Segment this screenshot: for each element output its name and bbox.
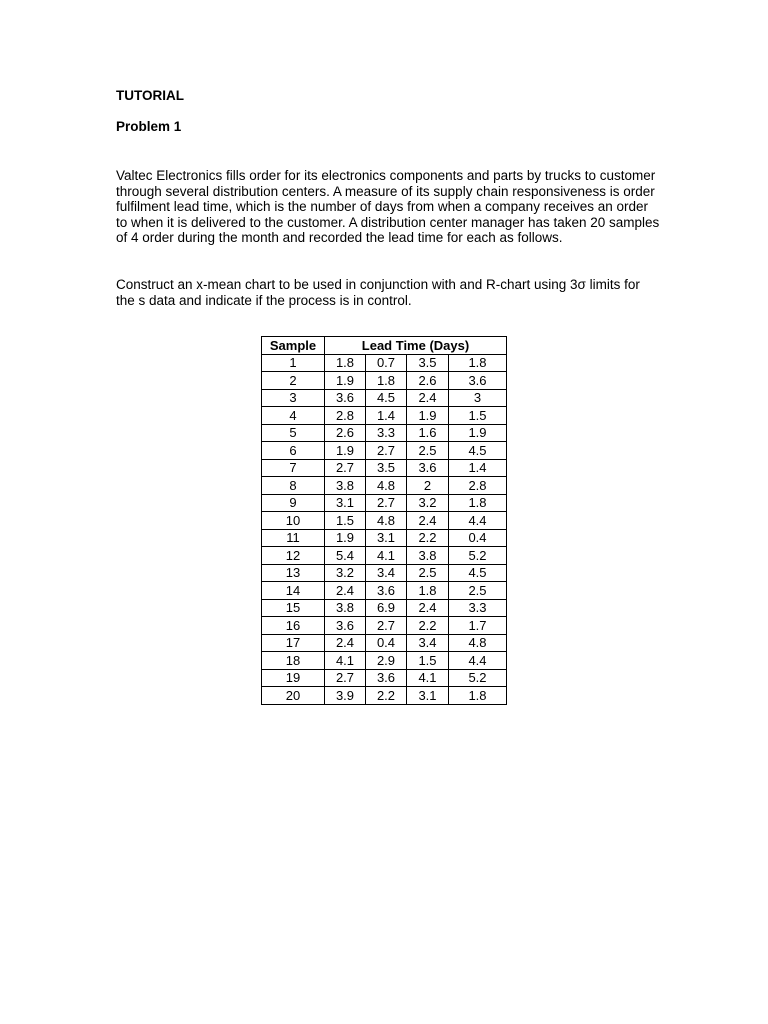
- lead-time-cell: 4.8: [449, 634, 507, 652]
- sample-number-cell: 7: [262, 459, 325, 477]
- task-line: Construct an x-mean chart to be used in conjunction with and R-chart using 3σ limits for: [116, 277, 640, 292]
- lead-time-cell: 3.1: [325, 494, 366, 512]
- lead-time-cell: 3.2: [325, 564, 366, 582]
- lead-time-cell: 3: [449, 389, 507, 407]
- lead-time-cell: 4.4: [449, 652, 507, 670]
- lead-time-cell: 2: [407, 477, 449, 495]
- lead-time-cell: 0.4: [449, 529, 507, 547]
- lead-time-cell: 1.5: [407, 652, 449, 670]
- lead-time-cell: 3.2: [407, 494, 449, 512]
- lead-time-cell: 2.7: [325, 459, 366, 477]
- lead-time-cell: 3.4: [407, 634, 449, 652]
- lead-time-cell: 3.6: [366, 669, 407, 687]
- sample-column-header: Sample: [262, 337, 325, 355]
- lead-time-cell: 0.7: [366, 354, 407, 372]
- lead-time-cell: 1.8: [366, 372, 407, 390]
- lead-time-cell: 4.5: [366, 389, 407, 407]
- table-row: [262, 424, 507, 442]
- lead-time-cell: 1.4: [449, 459, 507, 477]
- table-row: [262, 459, 507, 477]
- lead-time-cell: 2.5: [407, 564, 449, 582]
- table-row: [262, 687, 507, 705]
- lead-time-cell: 1.5: [325, 512, 366, 530]
- table-row: [262, 512, 507, 530]
- table-row: [262, 529, 507, 547]
- lead-time-cell: 2.7: [366, 617, 407, 635]
- lead-time-cell: 4.1: [407, 669, 449, 687]
- lead-time-cell: 4.5: [449, 564, 507, 582]
- table-row: [262, 389, 507, 407]
- lead-time-cell: 1.5: [449, 407, 507, 425]
- lead-time-cell: 3.9: [325, 687, 366, 705]
- lead-time-cell: 2.6: [407, 372, 449, 390]
- lead-time-cell: 3.6: [449, 372, 507, 390]
- sample-number-cell: 10: [262, 512, 325, 530]
- lead-time-cell: 2.4: [325, 582, 366, 600]
- lead-time-cell: 2.2: [366, 687, 407, 705]
- lead-time-cell: 1.9: [407, 407, 449, 425]
- lead-time-column-header: Lead Time (Days): [325, 337, 507, 355]
- document-title: TUTORIAL: [116, 88, 184, 103]
- lead-time-cell: 1.9: [325, 372, 366, 390]
- intro-line: to when it is delivered to the customer. A distribution center manager has taken 20 samples: [116, 214, 660, 230]
- lead-time-cell: 1.8: [449, 687, 507, 705]
- sample-number-cell: 18: [262, 652, 325, 670]
- lead-time-cell: 2.4: [407, 512, 449, 530]
- lead-time-cell: 2.7: [366, 494, 407, 512]
- intro-line: of 4 order during the month and recorded the lead time for each as follows.: [116, 230, 563, 245]
- lead-time-cell: 3.6: [325, 617, 366, 635]
- lead-time-cell: 3.8: [325, 477, 366, 495]
- task-paragraph: [116, 277, 696, 308]
- sample-number-cell: 20: [262, 687, 325, 705]
- lead-time-cell: 2.4: [407, 599, 449, 617]
- sample-number-cell: 16: [262, 617, 325, 635]
- intro-line: through several distribution centers. A measure of its supply chain responsiveness is order: [116, 183, 655, 199]
- lead-time-cell: 3.3: [449, 599, 507, 617]
- lead-time-cell: 6.9: [366, 599, 407, 617]
- lead-time-cell: 2.5: [449, 582, 507, 600]
- sample-number-cell: 17: [262, 634, 325, 652]
- lead-time-cell: 4.5: [449, 442, 507, 460]
- lead-time-cell: 2.8: [449, 477, 507, 495]
- sample-number-cell: 5: [262, 424, 325, 442]
- sample-number-cell: 1: [262, 354, 325, 372]
- table-row: [262, 354, 507, 372]
- sample-number-cell: 2: [262, 372, 325, 390]
- sample-number-cell: 3: [262, 389, 325, 407]
- lead-time-cell: 1.8: [449, 354, 507, 372]
- table-row: [262, 652, 507, 670]
- lead-time-cell: 4.1: [325, 652, 366, 670]
- sample-number-cell: 11: [262, 529, 325, 547]
- intro-paragraph: [116, 168, 696, 246]
- lead-time-cell: 2.8: [325, 407, 366, 425]
- lead-time-cell: 2.2: [407, 529, 449, 547]
- lead-time-cell: 4.4: [449, 512, 507, 530]
- lead-time-cell: 5.2: [449, 669, 507, 687]
- lead-time-cell: 0.4: [366, 634, 407, 652]
- lead-time-cell: 1.7: [449, 617, 507, 635]
- lead-time-cell: 1.4: [366, 407, 407, 425]
- lead-time-cell: 1.9: [449, 424, 507, 442]
- lead-time-cell: 4.8: [366, 512, 407, 530]
- table-row: [262, 547, 507, 565]
- lead-time-cell: 5.4: [325, 547, 366, 565]
- table-row: [262, 617, 507, 635]
- table-body: [262, 354, 507, 704]
- intro-line: Valtec Electronics fills order for its electronics components and parts by trucks to customer: [116, 168, 656, 183]
- sample-number-cell: 13: [262, 564, 325, 582]
- table-row: [262, 582, 507, 600]
- lead-time-cell: 2.5: [407, 442, 449, 460]
- lead-time-cell: 1.9: [325, 529, 366, 547]
- lead-time-cell: 1.8: [449, 494, 507, 512]
- sample-number-cell: 19: [262, 669, 325, 687]
- table-row: [262, 442, 507, 460]
- lead-time-cell: 3.3: [366, 424, 407, 442]
- sample-number-cell: 6: [262, 442, 325, 460]
- lead-time-cell: 3.6: [366, 582, 407, 600]
- lead-time-cell: 3.5: [366, 459, 407, 477]
- lead-time-cell: 3.4: [366, 564, 407, 582]
- lead-time-cell: 1.9: [325, 442, 366, 460]
- sample-number-cell: 12: [262, 547, 325, 565]
- lead-time-cell: 2.9: [366, 652, 407, 670]
- lead-time-cell: 2.2: [407, 617, 449, 635]
- sample-number-cell: 15: [262, 599, 325, 617]
- lead-time-cell: 1.8: [325, 354, 366, 372]
- sample-number-cell: 4: [262, 407, 325, 425]
- table-row: [262, 634, 507, 652]
- lead-time-cell: 3.8: [325, 599, 366, 617]
- lead-time-cell: 3.1: [366, 529, 407, 547]
- lead-time-cell: 3.6: [407, 459, 449, 477]
- lead-time-cell: 4.8: [366, 477, 407, 495]
- lead-time-table: [261, 336, 507, 705]
- lead-time-cell: 3.5: [407, 354, 449, 372]
- lead-time-cell: 2.7: [325, 669, 366, 687]
- intro-line: fulfilment lead time, which is the number of days from when a company receives an order: [116, 199, 648, 214]
- lead-time-cell: 3.1: [407, 687, 449, 705]
- sample-number-cell: 14: [262, 582, 325, 600]
- table-row: [262, 407, 507, 425]
- table-row: [262, 372, 507, 390]
- lead-time-cell: 4.1: [366, 547, 407, 565]
- table-row: [262, 564, 507, 582]
- lead-time-cell: 3.6: [325, 389, 366, 407]
- lead-time-cell: 1.6: [407, 424, 449, 442]
- lead-time-cell: 2.6: [325, 424, 366, 442]
- lead-time-cell: 3.8: [407, 547, 449, 565]
- sample-number-cell: 9: [262, 494, 325, 512]
- table-row: [262, 494, 507, 512]
- task-line: the s data and indicate if the process is in control.: [116, 292, 412, 308]
- sample-number-cell: 8: [262, 477, 325, 495]
- lead-time-cell: 2.4: [325, 634, 366, 652]
- table-row: [262, 477, 507, 495]
- table-row: [262, 669, 507, 687]
- table-row: [262, 599, 507, 617]
- problem-heading: Problem 1: [116, 119, 182, 134]
- table-header-row: [262, 337, 507, 355]
- lead-time-cell: 2.7: [366, 442, 407, 460]
- lead-time-cell: 1.8: [407, 582, 449, 600]
- lead-time-cell: 2.4: [407, 389, 449, 407]
- lead-time-cell: 5.2: [449, 547, 507, 565]
